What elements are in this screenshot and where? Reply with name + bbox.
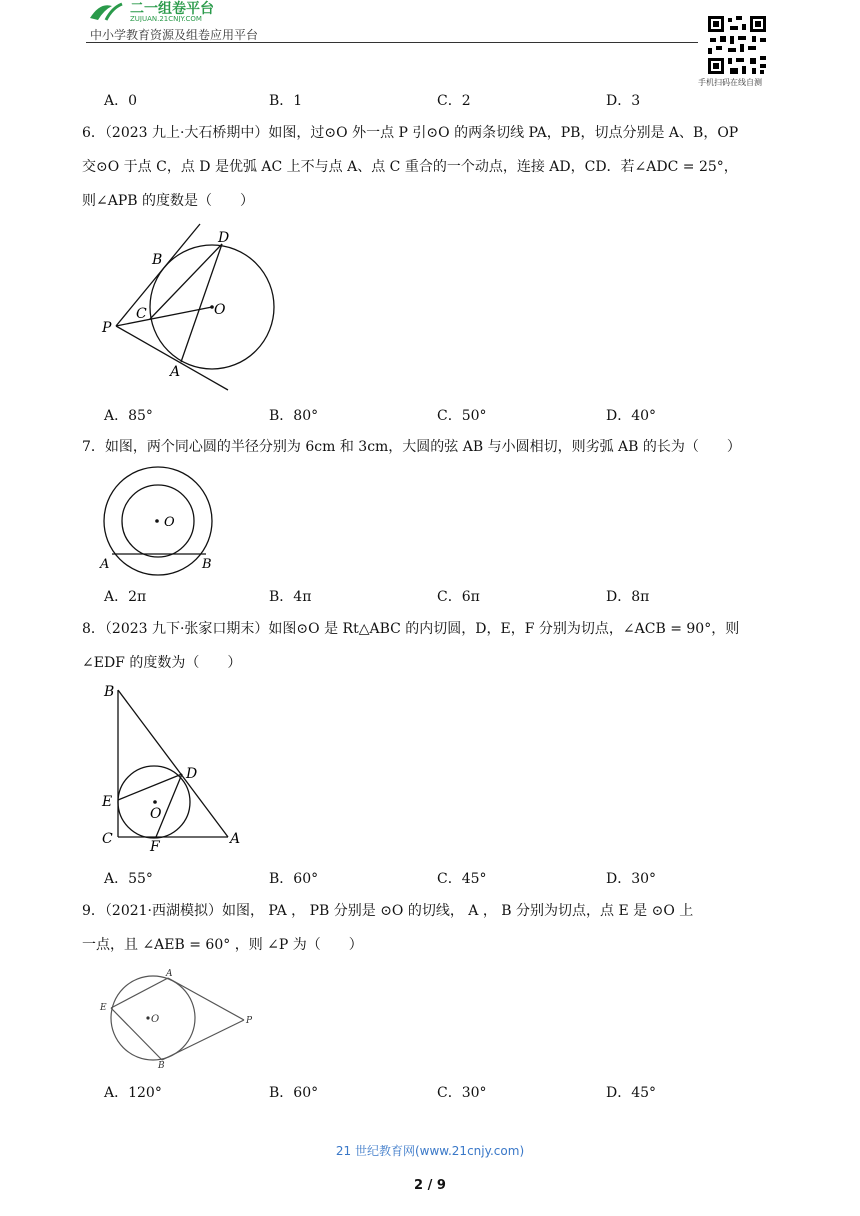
q6-label-o: O (214, 302, 226, 318)
q8-label-f: F (150, 839, 160, 852)
q5-options (104, 90, 744, 112)
q8-line-1: 8．（2023 九下·张家口期末）如图⊙O 是 Rt△ABC 的内切圆，D，E，F 分别为切点，∠ACB = 90°，则 (82, 621, 740, 637)
q9-option-c[interactable]: C．30° (437, 1085, 487, 1101)
q6-option-d[interactable]: D．40° (606, 408, 657, 424)
footer-link[interactable]: 21 世纪教育网(www.21cnjy.com) (335, 1144, 525, 1158)
q9-option-b[interactable]: B．60° (269, 1085, 319, 1101)
question-9 (82, 894, 782, 962)
q8-option-c[interactable]: C．45° (437, 871, 487, 887)
q6-figure (96, 222, 286, 398)
q9-line-2: 一点，且 ∠AEB = 60° ，则 ∠P 为（ ） (82, 937, 363, 953)
q6-option-b[interactable]: B．80° (269, 408, 319, 424)
q8-option-d[interactable]: D．30° (606, 871, 657, 887)
q9-label-a: A (166, 969, 173, 979)
q8-label-d: D (186, 766, 198, 782)
q6-option-a[interactable]: A．85° (104, 408, 153, 424)
q9-option-a[interactable]: A．120° (104, 1085, 162, 1101)
q8-figure (98, 680, 248, 856)
q8-option-b[interactable]: B．60° (269, 871, 319, 887)
qr-code-icon (706, 14, 768, 76)
q7-option-b[interactable]: B．4π (269, 589, 312, 605)
q6-label-d: D (218, 230, 230, 246)
q6-options (104, 405, 744, 427)
q6-label-a: A (170, 364, 181, 380)
q9-option-d[interactable]: D．45° (606, 1085, 657, 1101)
q8-label-a: A (230, 831, 241, 847)
logo-text: 二一组卷平台 (130, 1, 214, 17)
q8-label-e: E (102, 794, 113, 810)
q5-option-a[interactable]: A．0 (104, 93, 138, 109)
q7-label-o: O (164, 515, 175, 530)
q7-label-a: A (100, 557, 110, 572)
q8-line-2: ∠EDF 的度数为（ ） (82, 655, 242, 671)
q6-line-3: 则∠APB 的度数是（ ） (82, 193, 254, 209)
q5-option-c[interactable]: C．2 (437, 93, 471, 109)
q7-line-1: 7．如图，两个同心圆的半径分别为 6cm 和 3cm，大圆的弦 AB 与小圆相切，则劣弧 AB 的长为（ ） (82, 439, 741, 455)
header-subtitle: 中小学教育资源及组卷应用平台 (90, 28, 259, 42)
q9-figure (98, 966, 262, 1072)
question-7 (82, 430, 782, 464)
q6-line-1: 6．（2023 九上·大石桥期中）如图，过⊙O 外一点 P 引⊙O 的两条切线 PA，PB，切点分别是 A、B，OP (82, 125, 739, 141)
q9-label-p: P (246, 1016, 253, 1026)
q5-option-d[interactable]: D．3 (606, 93, 641, 109)
q9-label-e: E (100, 1003, 107, 1013)
page-number: 2 / 9 (414, 1178, 446, 1193)
logo-url-text: ZUJUAN.21CNJY.COM (130, 15, 202, 22)
q8-options (104, 868, 744, 890)
q9-label-b: B (158, 1061, 165, 1068)
question-6 (82, 116, 782, 218)
q9-line-1: 9．（2021·西湖模拟）如图， PA ， PB 分别是 ⊙O 的切线， A ， B 分别为切点，点 E 是 ⊙O 上 (82, 903, 694, 919)
q6-label-c: C (136, 306, 147, 322)
qr-caption: 手机扫码在线自测 (698, 78, 762, 87)
q7-options (104, 586, 744, 608)
q8-label-o: O (150, 806, 162, 822)
q8-label-c: C (102, 831, 113, 847)
q8-option-a[interactable]: A．55° (104, 871, 153, 887)
q6-label-b: B (152, 252, 163, 268)
q5-option-b[interactable]: B．1 (269, 93, 303, 109)
q6-line-2: 交⊙O 于点 C，点 D 是优弧 AC 上不与点 A、点 C 重合的一个动点，连接 AD，CD．若∠ADC = 25°， (82, 159, 738, 175)
header-divider (86, 42, 698, 43)
question-8 (82, 612, 782, 680)
q7-option-a[interactable]: A．2π (104, 589, 147, 605)
q6-option-c[interactable]: C．50° (437, 408, 487, 424)
q8-label-b: B (104, 684, 115, 700)
q7-option-d[interactable]: D．8π (606, 589, 650, 605)
q9-label-o: O (151, 1014, 160, 1025)
site-logo (86, 0, 276, 22)
q6-label-p: P (102, 320, 112, 336)
q9-options (104, 1082, 744, 1104)
q7-label-b: B (202, 557, 212, 572)
q7-option-c[interactable]: C．6π (437, 589, 480, 605)
q7-figure (98, 466, 222, 580)
